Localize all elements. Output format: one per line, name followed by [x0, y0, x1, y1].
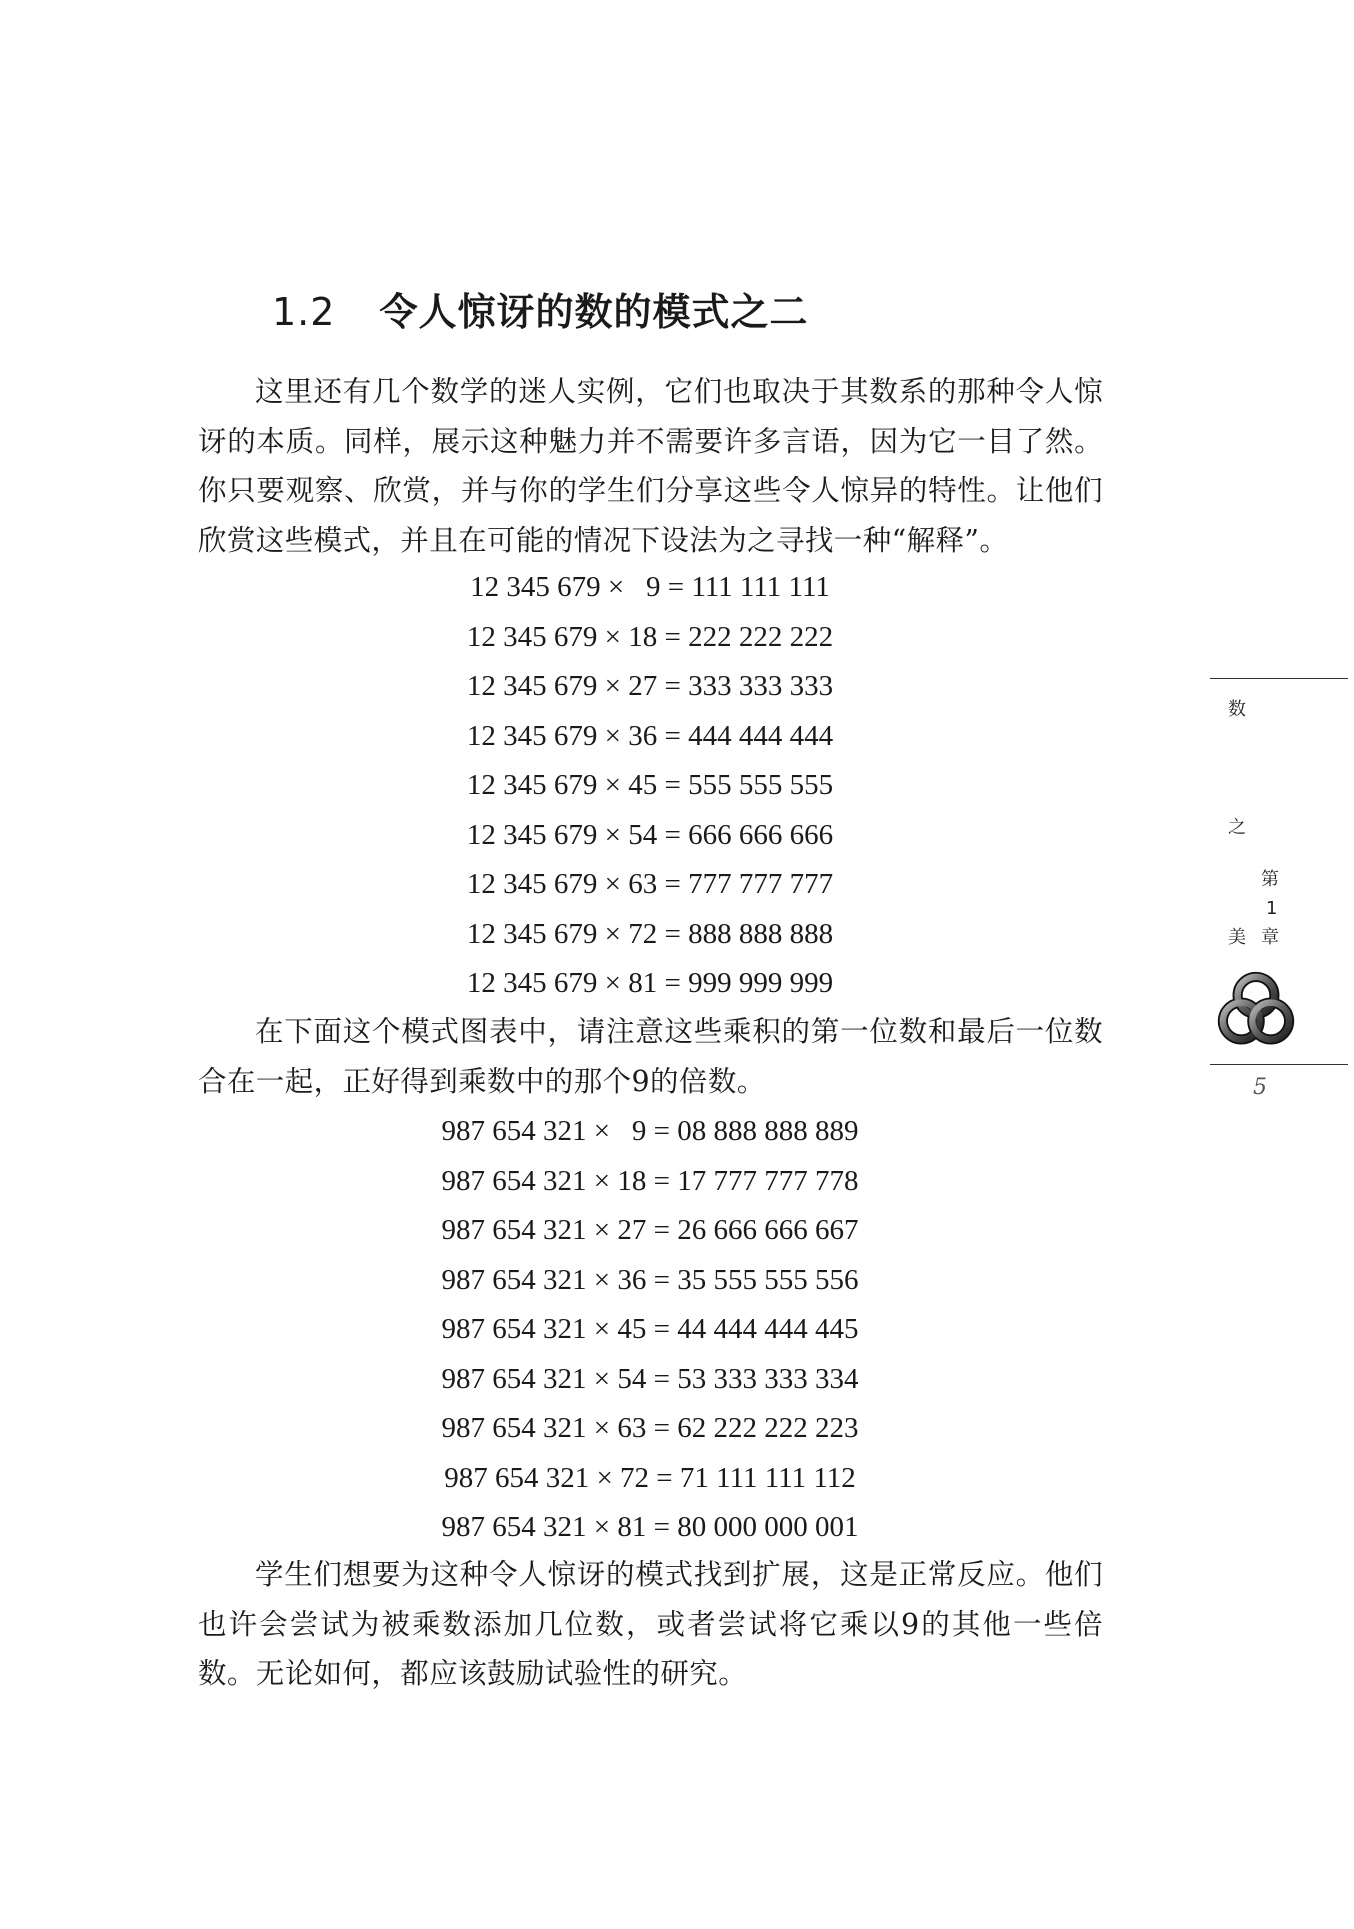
side-tab-book-char: 之 — [1228, 817, 1246, 838]
equation-line: 12 345 679 × 63 = 777 777 777 — [466, 868, 834, 900]
section-number: 1.2 — [272, 290, 336, 334]
paragraph-intro: 这里还有几个数学的迷人实例，它们也取决于其数系的那种令人惊讶的本质。同样，展示这种魅力并不需要许多言语，因为它一目了然。你只要观察、欣赏，并与你的学生们分享这些令人惊异的特性。让他们欣赏这些模式，并且在可能的情况下设法为之寻找一种“解释”。 — [198, 375, 1103, 557]
side-tab-bottom-rule — [1210, 1064, 1348, 1065]
side-tab-book-char: 数 — [1228, 699, 1246, 720]
equation-line: 12 345 679 × 9 = 111 111 111 — [470, 571, 830, 603]
equation-line: 12 345 679 × 45 = 555 555 555 — [466, 769, 834, 801]
side-tab-book-char: 美 — [1228, 927, 1246, 948]
equation-line: 12 345 679 × 81 = 999 999 999 — [466, 967, 834, 999]
equation-line: 987 654 321 × 63 = 62 222 222 223 — [441, 1412, 859, 1444]
side-tab-chapter-number: 1 — [1266, 898, 1278, 919]
equation-line: 12 345 679 × 72 = 888 888 888 — [466, 917, 834, 950]
equation-line: 987 654 321 × 54 = 53 333 333 334 — [441, 1362, 859, 1395]
section-heading: 令人惊讶的数的模式之二 — [379, 290, 809, 334]
page-number: 5 — [1253, 1075, 1267, 1100]
chapter-side-tab — [1210, 678, 1350, 1098]
section-title — [272, 288, 808, 336]
side-tab-top-rule — [1210, 678, 1348, 679]
equation-line: 12 345 679 × 36 = 444 444 444 — [466, 719, 834, 752]
equation-list-2 — [0, 1107, 1300, 1553]
side-tab-chapter-char: 章 — [1261, 927, 1279, 948]
trefoil-knot-icon — [1210, 964, 1302, 1056]
equation-line: 987 654 321 × 36 = 35 555 555 556 — [441, 1263, 859, 1296]
equation-line: 987 654 321 × 45 = 44 444 444 445 — [441, 1313, 859, 1345]
paragraph-pattern-note: 在下面这个模式图表中，请注意这些乘积的第一位数和最后一位数合在一起，正好得到乘数中的那个9的倍数。 — [198, 1015, 1103, 1098]
equation-line: 12 345 679 × 27 = 333 333 333 — [466, 670, 834, 702]
equation-line: 987 654 321 × 18 = 17 777 777 778 — [441, 1164, 859, 1197]
side-tab-chapter-char: 第 — [1261, 869, 1279, 890]
equation-line: 12 345 679 × 54 = 666 666 666 — [466, 818, 834, 851]
equation-line: 12 345 679 × 18 = 222 222 222 — [466, 620, 834, 653]
equation-line: 987 654 321 × 72 = 71 111 111 112 — [444, 1461, 856, 1494]
equation-line: 987 654 321 × 81 = 80 000 000 001 — [441, 1511, 859, 1543]
equation-line: 987 654 321 × 27 = 26 666 666 667 — [441, 1214, 859, 1246]
equation-line: 987 654 321 × 9 = 08 888 888 889 — [441, 1115, 859, 1147]
paragraph-conclusion: 学生们想要为这种令人惊讶的模式找到扩展，这是正常反应。他们也许会尝试为被乘数添加几位数，或者尝试将它乘以9的其他一些倍数。无论如何，都应该鼓励试验性的研究。 — [198, 1558, 1103, 1691]
equation-list-1 — [0, 563, 1300, 1009]
